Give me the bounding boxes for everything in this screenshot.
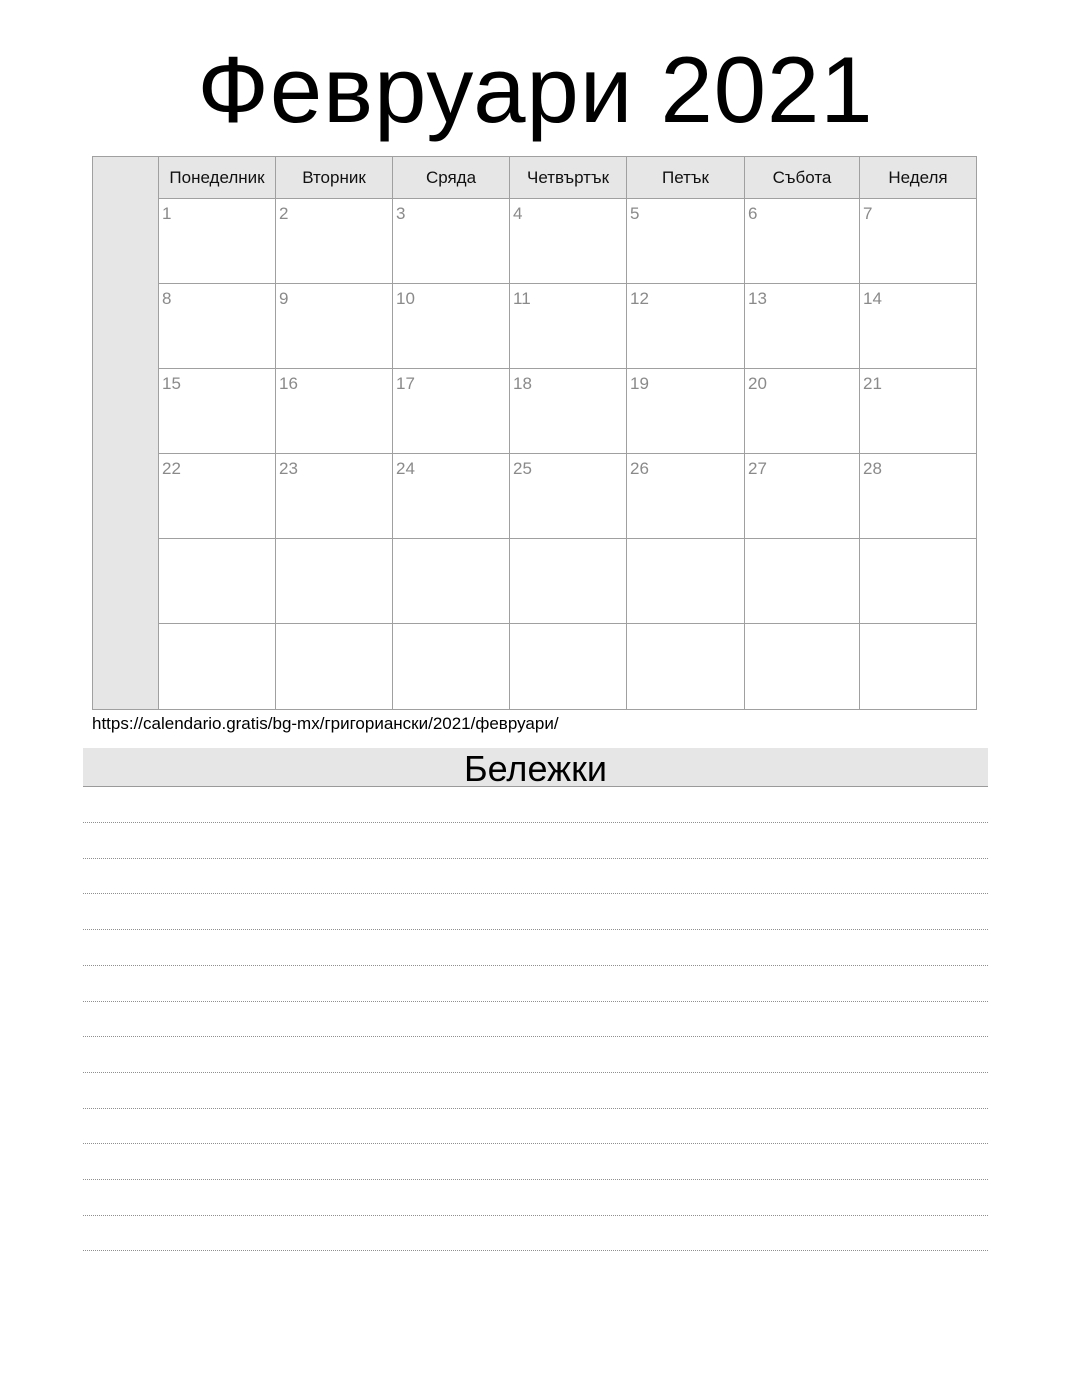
day-cell[interactable] (510, 369, 627, 454)
note-line[interactable] (83, 1179, 988, 1180)
note-line[interactable] (83, 1001, 988, 1002)
day-cell[interactable] (159, 624, 276, 709)
day-cell[interactable] (510, 284, 627, 369)
note-line[interactable] (83, 1036, 988, 1037)
day-cell[interactable] (745, 624, 860, 709)
day-cell[interactable] (159, 539, 276, 624)
day-number: 5 (630, 204, 640, 223)
day-cell[interactable] (276, 284, 393, 369)
day-number: 22 (162, 459, 181, 478)
page-title: Февруари 2021 (197, 37, 874, 142)
day-cell[interactable] (159, 369, 276, 454)
day-number: 3 (396, 204, 406, 223)
day-cell[interactable] (860, 539, 976, 624)
day-cell[interactable] (745, 454, 860, 539)
note-line[interactable] (83, 1143, 988, 1144)
note-line[interactable] (83, 858, 988, 859)
day-cell[interactable] (627, 454, 745, 539)
weekday-header: Вторник (276, 157, 393, 199)
day-number: 15 (162, 374, 181, 393)
day-number: 19 (630, 374, 649, 393)
day-number: 17 (396, 374, 415, 393)
day-cell[interactable] (159, 454, 276, 539)
day-number: 4 (513, 204, 523, 223)
week-number-column (93, 157, 159, 709)
day-cell[interactable] (860, 454, 976, 539)
day-cell[interactable] (745, 539, 860, 624)
note-line[interactable] (83, 1072, 988, 1073)
day-cell[interactable] (745, 284, 860, 369)
day-number: 24 (396, 459, 415, 478)
day-number: 14 (863, 289, 882, 308)
day-cell[interactable] (393, 454, 510, 539)
weekday-header: Четвъртък (510, 157, 627, 199)
day-number: 16 (279, 374, 298, 393)
day-cell[interactable] (276, 369, 393, 454)
day-number: 11 (513, 289, 531, 308)
day-number: 21 (863, 374, 882, 393)
day-number: 9 (279, 289, 289, 308)
day-cell[interactable] (276, 624, 393, 709)
day-number: 12 (630, 289, 649, 308)
day-cell[interactable] (393, 624, 510, 709)
note-line[interactable] (83, 893, 988, 894)
day-number: 2 (279, 204, 289, 223)
day-cell[interactable] (745, 369, 860, 454)
weekday-header: Петък (627, 157, 745, 199)
day-number: 13 (748, 289, 767, 308)
day-cell[interactable] (627, 369, 745, 454)
day-number: 23 (279, 459, 298, 478)
weekday-header: Сряда (393, 157, 510, 199)
day-number: 27 (748, 459, 767, 478)
day-cell[interactable] (510, 454, 627, 539)
source-url[interactable]: https://calendario.gratis/bg-mx/григориански/2021/февруари/ (92, 714, 559, 733)
day-number: 25 (513, 459, 532, 478)
day-cell[interactable] (393, 539, 510, 624)
day-cell[interactable] (276, 454, 393, 539)
month-calendar (92, 156, 977, 710)
day-cell[interactable] (627, 539, 745, 624)
day-cell[interactable] (510, 539, 627, 624)
note-line[interactable] (83, 1215, 988, 1216)
day-cell[interactable] (159, 284, 276, 369)
note-line[interactable] (83, 822, 988, 823)
note-line[interactable] (83, 929, 988, 930)
day-number: 20 (748, 374, 767, 393)
day-cell[interactable] (393, 199, 510, 284)
day-cell[interactable] (276, 199, 393, 284)
day-number: 18 (513, 374, 532, 393)
day-cell[interactable] (510, 624, 627, 709)
day-number: 10 (396, 289, 415, 308)
day-cell[interactable] (860, 199, 976, 284)
note-line[interactable] (83, 1250, 988, 1251)
day-cell[interactable] (627, 284, 745, 369)
calendar-grid (159, 157, 976, 709)
day-number: 7 (863, 204, 873, 223)
day-cell[interactable] (627, 624, 745, 709)
day-number: 8 (162, 289, 172, 308)
day-cell[interactable] (745, 199, 860, 284)
day-number: 26 (630, 459, 649, 478)
day-cell[interactable] (627, 199, 745, 284)
weekday-header: Неделя (860, 157, 976, 199)
day-cell[interactable] (276, 539, 393, 624)
day-cell[interactable] (393, 369, 510, 454)
weekday-header: Понеделник (159, 157, 276, 199)
note-line[interactable] (83, 1108, 988, 1109)
day-cell[interactable] (393, 284, 510, 369)
day-cell[interactable] (860, 284, 976, 369)
note-line[interactable] (83, 965, 988, 966)
day-number: 6 (748, 204, 758, 223)
day-cell[interactable] (159, 199, 276, 284)
weekday-header: Събота (745, 157, 860, 199)
day-cell[interactable] (860, 369, 976, 454)
day-number: 28 (863, 459, 882, 478)
day-number: 1 (162, 204, 172, 223)
day-cell[interactable] (510, 199, 627, 284)
day-cell[interactable] (860, 624, 976, 709)
notes-title: Бележки (83, 748, 988, 787)
